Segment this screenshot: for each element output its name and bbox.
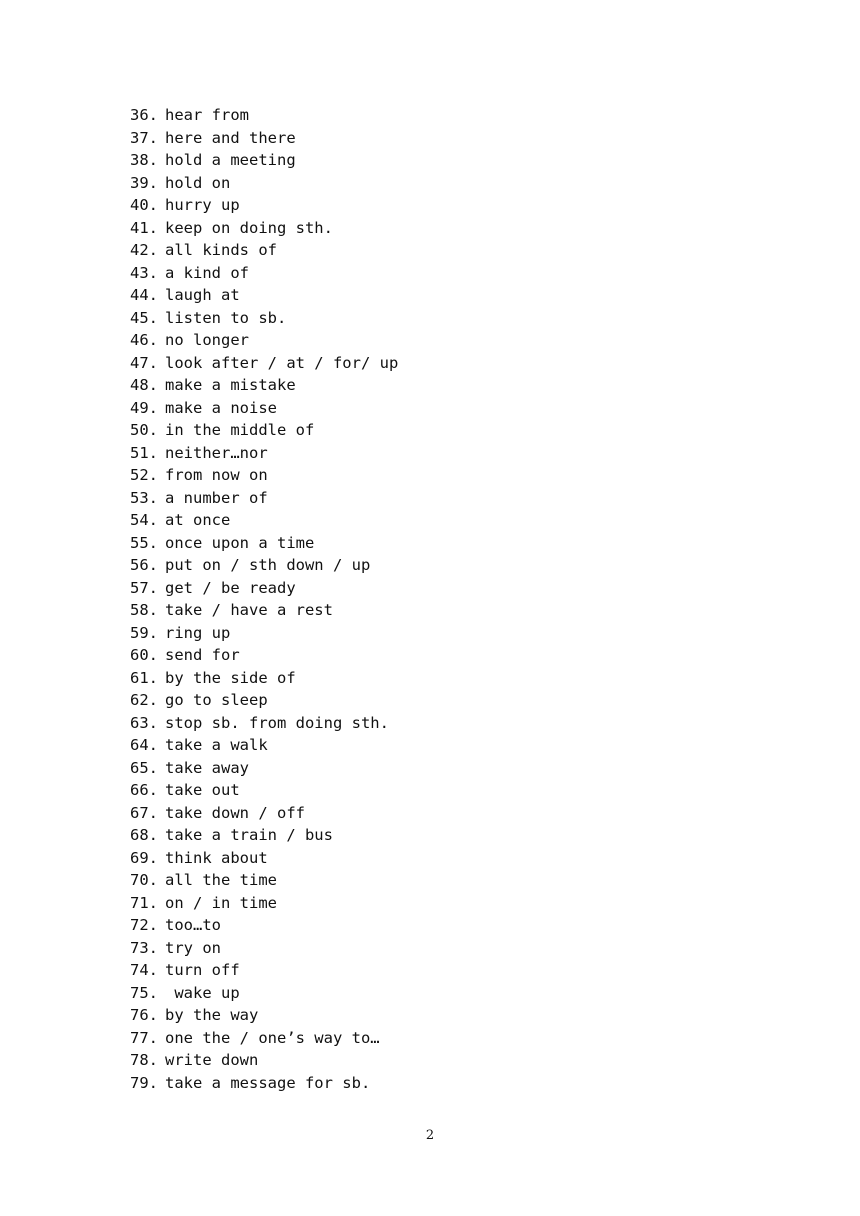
list-item <box>130 1049 398 1072</box>
phrase-number: 79. <box>130 1073 158 1092</box>
phrase-number: 38. <box>130 151 158 169</box>
phrase-number: 74. <box>130 961 158 979</box>
phrase-number: 44. <box>130 286 158 304</box>
phrase-number: 39. <box>130 173 158 192</box>
phrase-text: too…to <box>165 916 221 934</box>
list-item <box>130 757 398 780</box>
phrase-text: on / in time <box>165 893 277 912</box>
list-item <box>130 734 398 757</box>
phrase-text: hold on <box>165 173 231 192</box>
phrase-number: 64. <box>130 736 158 754</box>
phrase-text: a number of <box>165 488 268 507</box>
phrase-text: take away <box>165 758 249 777</box>
phrase-text: hurry up <box>165 196 240 214</box>
phrase-text: think about <box>165 848 268 867</box>
phrase-text: neither…nor <box>165 443 268 462</box>
list-item <box>130 397 398 420</box>
list-item <box>130 892 398 915</box>
phrase-number: 36. <box>130 106 158 124</box>
phrase-number: 69. <box>130 848 158 867</box>
list-item <box>130 442 398 465</box>
list-item <box>130 689 398 712</box>
phrase-text: once upon a time <box>165 533 315 552</box>
phrase-number: 75. <box>130 983 158 1002</box>
phrase-text: wake up <box>165 983 240 1002</box>
list-item <box>130 374 398 397</box>
list-item <box>130 532 398 555</box>
list-item <box>130 127 398 150</box>
phrase-text: laugh at <box>165 286 240 304</box>
list-item <box>130 914 398 937</box>
phrase-number: 42. <box>130 241 158 259</box>
phrase-number: 37. <box>130 128 158 147</box>
phrase-number: 63. <box>130 713 158 732</box>
phrase-text: look after / at / for/ up <box>165 353 399 372</box>
list-item <box>130 554 398 577</box>
phrase-number: 68. <box>130 826 158 844</box>
phrase-number: 47. <box>130 353 158 372</box>
list-item <box>130 959 398 982</box>
phrase-number: 62. <box>130 691 158 709</box>
phrase-list <box>130 104 398 1094</box>
list-item <box>130 329 398 352</box>
list-item <box>130 599 398 622</box>
phrase-text: here and there <box>165 128 296 147</box>
list-item <box>130 577 398 600</box>
phrase-text: one the / one’s way to… <box>165 1028 380 1047</box>
phrase-text: ring up <box>165 623 231 642</box>
phrase-number: 56. <box>130 556 158 574</box>
phrase-number: 77. <box>130 1028 158 1047</box>
list-item <box>130 149 398 172</box>
list-item <box>130 1004 398 1027</box>
phrase-text: turn off <box>165 961 240 979</box>
list-item <box>130 779 398 802</box>
phrase-text: take a message for sb. <box>165 1073 371 1092</box>
phrase-text: go to sleep <box>165 691 268 709</box>
phrase-text: take / have a rest <box>165 601 333 619</box>
phrase-number: 49. <box>130 398 158 417</box>
phrase-text: get / be ready <box>165 578 296 597</box>
phrase-text: put on / sth down / up <box>165 556 371 574</box>
list-item <box>130 352 398 375</box>
phrase-text: write down <box>165 1051 259 1069</box>
list-item <box>130 712 398 735</box>
list-item <box>130 239 398 262</box>
list-item <box>130 1072 398 1095</box>
list-item <box>130 262 398 285</box>
list-item <box>130 509 398 532</box>
list-item <box>130 104 398 127</box>
list-item <box>130 217 398 240</box>
phrase-number: 54. <box>130 511 158 529</box>
phrase-text: try on <box>165 938 221 957</box>
phrase-number: 41. <box>130 218 158 237</box>
list-item <box>130 307 398 330</box>
list-item <box>130 487 398 510</box>
phrase-text: take a train / bus <box>165 826 333 844</box>
list-item <box>130 937 398 960</box>
list-item <box>130 824 398 847</box>
phrase-number: 53. <box>130 488 158 507</box>
phrase-text: make a mistake <box>165 376 296 394</box>
list-item <box>130 464 398 487</box>
phrase-number: 50. <box>130 421 158 439</box>
phrase-number: 73. <box>130 938 158 957</box>
list-item <box>130 982 398 1005</box>
list-item <box>130 194 398 217</box>
phrase-number: 65. <box>130 758 158 777</box>
phrase-number: 55. <box>130 533 158 552</box>
phrase-number: 51. <box>130 443 158 462</box>
list-item <box>130 172 398 195</box>
phrase-number: 60. <box>130 646 158 664</box>
phrase-text: by the side of <box>165 668 296 687</box>
list-item <box>130 847 398 870</box>
phrase-text: a kind of <box>165 263 249 282</box>
phrase-text: take down / off <box>165 803 305 822</box>
phrase-number: 67. <box>130 803 158 822</box>
phrase-text: hold a meeting <box>165 151 296 169</box>
phrase-number: 57. <box>130 578 158 597</box>
phrase-number: 78. <box>130 1051 158 1069</box>
list-item <box>130 667 398 690</box>
list-item <box>130 802 398 825</box>
phrase-text: in the middle of <box>165 421 315 439</box>
list-item <box>130 1027 398 1050</box>
phrase-text: take a walk <box>165 736 268 754</box>
phrase-number: 40. <box>130 196 158 214</box>
phrase-text: by the way <box>165 1006 259 1024</box>
phrase-number: 71. <box>130 893 158 912</box>
phrase-text: take out <box>165 781 240 799</box>
phrase-number: 76. <box>130 1006 158 1024</box>
phrase-number: 58. <box>130 601 158 619</box>
list-item <box>130 644 398 667</box>
phrase-text: keep on doing sth. <box>165 218 333 237</box>
phrase-number: 52. <box>130 466 158 484</box>
phrase-number: 46. <box>130 331 158 349</box>
phrase-text: no longer <box>165 331 249 349</box>
phrase-number: 70. <box>130 871 158 889</box>
list-item <box>130 284 398 307</box>
phrase-number: 66. <box>130 781 158 799</box>
phrase-text: make a noise <box>165 398 277 417</box>
phrase-text: hear from <box>165 106 249 124</box>
list-item <box>130 869 398 892</box>
phrase-text: listen to sb. <box>165 308 287 327</box>
phrase-text: all the time <box>165 871 277 889</box>
page-number: 2 <box>425 1128 435 1143</box>
phrase-number: 61. <box>130 668 158 687</box>
list-item <box>130 419 398 442</box>
phrase-text: from now on <box>165 466 268 484</box>
phrase-number: 59. <box>130 623 158 642</box>
phrase-text: at once <box>165 511 231 529</box>
phrase-text: stop sb. from doing sth. <box>165 713 389 732</box>
phrase-text: all kinds of <box>165 241 277 259</box>
phrase-number: 43. <box>130 263 158 282</box>
phrase-number: 45. <box>130 308 158 327</box>
phrase-number: 48. <box>130 376 158 394</box>
phrase-number: 72. <box>130 916 158 934</box>
phrase-text: send for <box>165 646 240 664</box>
list-item <box>130 622 398 645</box>
